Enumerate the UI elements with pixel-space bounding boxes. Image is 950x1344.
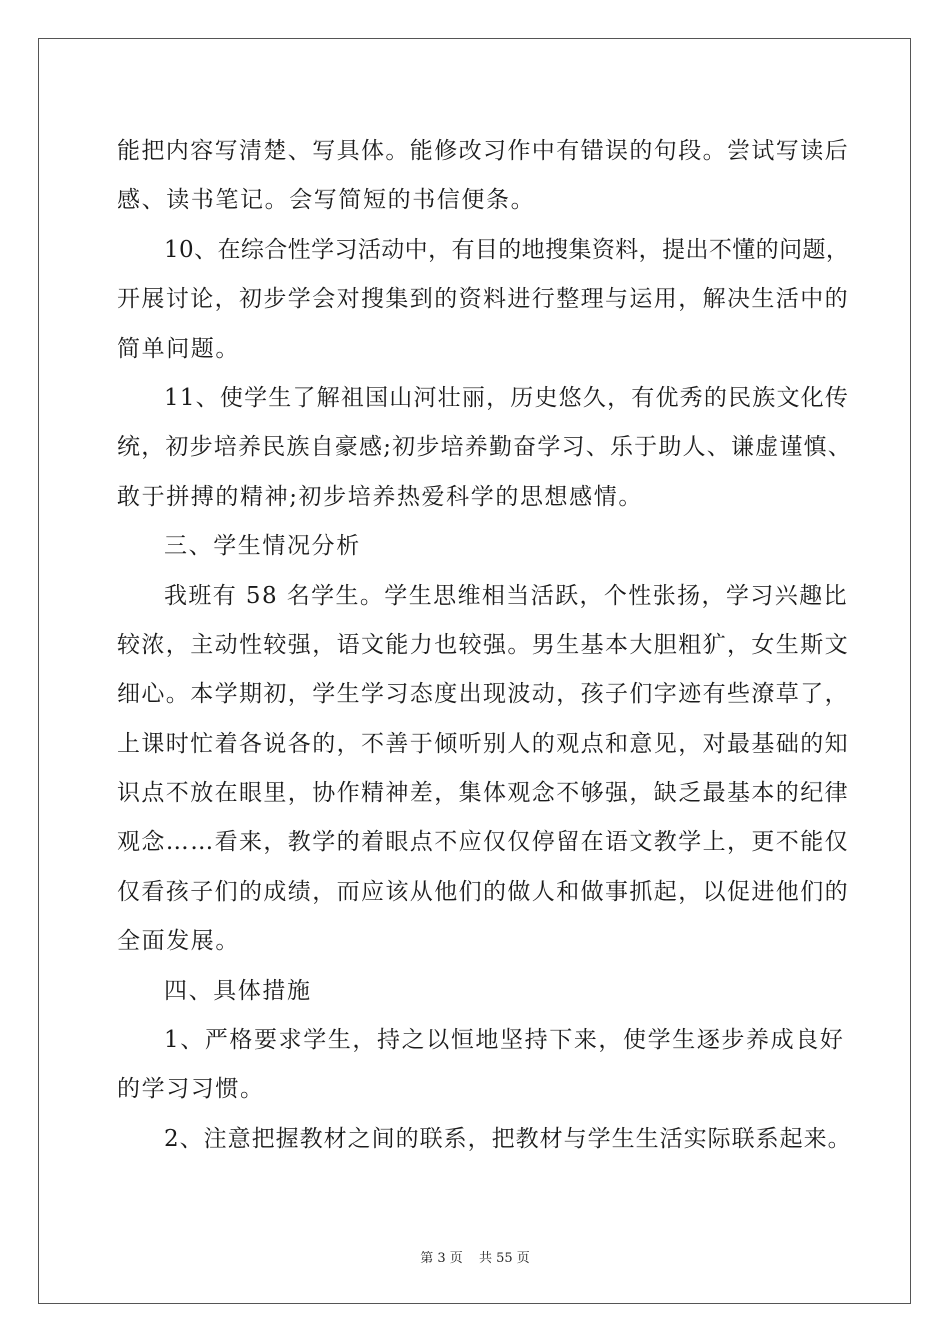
text-line: 10、在综合性学习活动中，有目的地搜集资料，提出不懂的问题， (164, 236, 850, 263)
text-line: 上课时忙着各说各的，不善于倾听别人的观点和意见，对最基础的知 (117, 730, 849, 757)
text-line: 简单问题。 (117, 335, 240, 362)
text-line: 统，初步培养民族自豪感;初步培养勤奋学习、乐于助人、谦虚谨慎、 (117, 434, 852, 461)
page-total: 共 55 页 (478, 1251, 530, 1266)
text-line: 较浓，主动性较强，语文能力也较强。男生基本大胆粗犷，女生斯文 (117, 631, 849, 658)
text-line: 识点不放在眼里，协作精神差，集体观念不够强，缺乏最基本的纪律 (117, 780, 849, 807)
text-line: 11、使学生了解祖国山河壮丽，历史悠久，有优秀的民族文化传 (164, 384, 850, 411)
text-line: 2、注意把握教材之间的联系，把教材与学生生活实际联系起来。 (164, 1125, 852, 1152)
text-line: 细心。本学期初，学生学习态度出现波动，孩子们字迹有些潦草了， (117, 681, 849, 708)
page-number: 第 3 页 (420, 1251, 463, 1266)
text-line: 敢于拼搏的精神;初步培养热爱科学的思想感情。 (117, 483, 643, 510)
text-line: 全面发展。 (117, 928, 240, 955)
page-footer (0, 1247, 950, 1266)
text-line: 观念……看来，教学的着眼点不应仅仅停留在语文教学上，更不能仅 (117, 829, 849, 856)
text-line: 感、读书笔记。会写简短的书信便条。 (117, 187, 536, 214)
text-line: 1、严格要求学生，持之以恒地坚持下来，使学生逐步养成良好 (164, 1027, 845, 1054)
document-body (117, 127, 852, 1164)
text-line: 四、具体措施 (164, 977, 312, 1004)
text-line: 能把内容写清楚、写具体。能修改习作中有错误的句段。尝试写读后 (117, 138, 849, 164)
text-line: 的学习习惯。 (117, 1076, 265, 1103)
text-line: 我班有 58 名学生。学生思维相当活跃，个性张扬，学习兴趣比 (164, 582, 848, 609)
text-line: 开展讨论，初步学会对搜集到的资料进行整理与运用，解决生活中的 (117, 286, 849, 313)
text-line: 三、学生情况分析 (164, 533, 361, 560)
text-line: 仅看孩子们的成绩，而应该从他们的做人和做事抓起，以促进他们的 (117, 878, 849, 905)
